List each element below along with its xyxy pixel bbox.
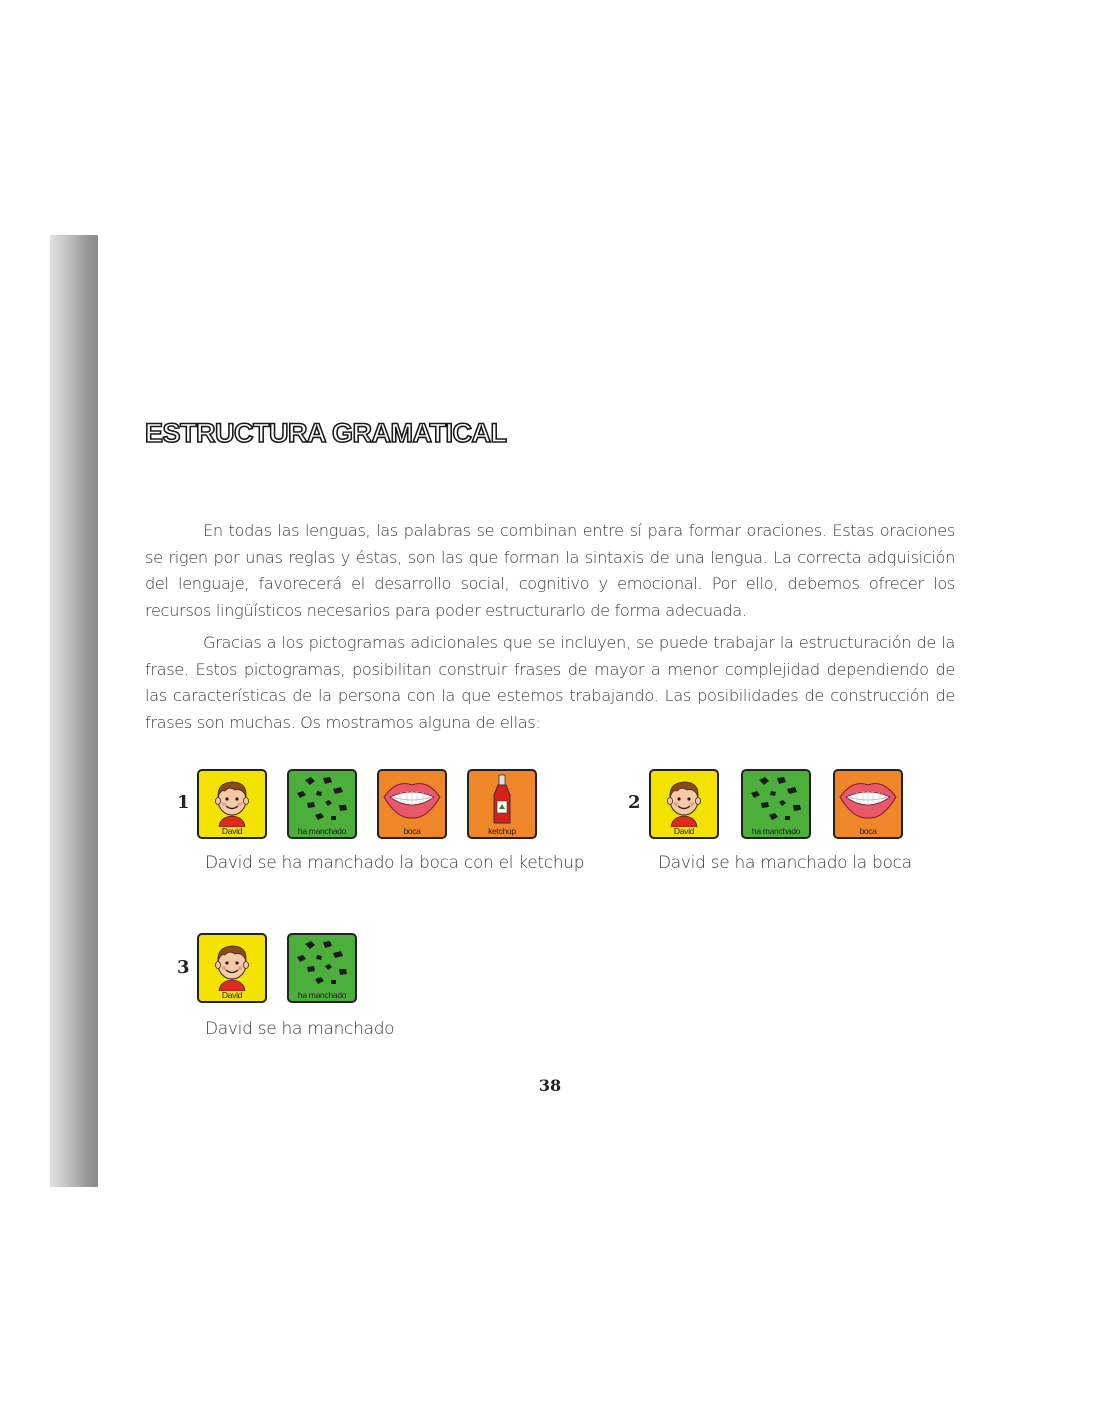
pictogram-tile xyxy=(833,769,903,839)
example-caption: David se ha manchado xyxy=(205,1019,395,1039)
pictogram-tile xyxy=(467,769,537,839)
example-caption: David se ha manchado la boca xyxy=(658,853,912,873)
tile-label: ha manchado xyxy=(297,990,347,1000)
page-title: ESTRUCTURA GRAMATICAL xyxy=(145,418,507,448)
page-number: 38 xyxy=(538,1076,562,1095)
mouth-icon xyxy=(379,771,445,827)
stains-icon xyxy=(743,771,809,827)
body-text xyxy=(145,518,955,742)
book-spine xyxy=(50,235,98,1187)
boy-face-icon xyxy=(199,935,265,991)
tile-label: David xyxy=(221,990,243,1000)
mouth-icon xyxy=(835,771,901,827)
example-number: 3 xyxy=(177,957,190,978)
pictogram-tile xyxy=(197,933,267,1003)
ketchup-bottle-icon xyxy=(469,771,535,827)
tile-label: ha manchado xyxy=(297,826,347,836)
pictogram-row xyxy=(649,769,903,839)
pictogram-row xyxy=(197,933,357,1003)
tile-label: David xyxy=(673,826,695,836)
tile-label: boca xyxy=(403,826,421,836)
example-number: 2 xyxy=(628,792,641,813)
pictogram-tile xyxy=(287,769,357,839)
tile-label: ha manchado xyxy=(751,826,801,836)
boy-face-icon xyxy=(199,771,265,827)
pictogram-row xyxy=(197,769,537,839)
pictogram-tile xyxy=(287,933,357,1003)
paragraph: En todas las lenguas, las palabras se combinan entre sí para formar oraciones. Estas oraciones se rigen por unas reglas y éstas, son las que forman la sintaxis de una lengua. La correcta adquisición del lenguaje, favorecerá el desarrollo social, cognitivo y emocional. Por ello, debemos ofrecer los recursos lingüísticos necesarios para poder estructurarlo de forma adecuada. xyxy=(145,521,955,620)
pictogram-tile xyxy=(197,769,267,839)
paragraph: Gracias a los pictogramas adicionales que se incluyen, se puede trabajar la estructuración de la frase. Estos pictogramas, posibilitan construir frases de mayor a menor complejidad dependiendo de las características de la persona con la que estemos trabajando. Las posibilidades de construcción de frases son muchas. Os mostramos alguna de ellas: xyxy=(145,633,955,732)
pictogram-tile xyxy=(741,769,811,839)
stains-icon xyxy=(289,935,355,991)
pictogram-tile xyxy=(377,769,447,839)
pictogram-tile xyxy=(649,769,719,839)
tile-label: ketchup xyxy=(488,826,516,836)
example-number: 1 xyxy=(177,792,190,813)
stains-icon xyxy=(289,771,355,827)
tile-label: boca xyxy=(859,826,877,836)
tile-label: David xyxy=(221,826,243,836)
boy-face-icon xyxy=(651,771,717,827)
example-caption: David se ha manchado la boca con el ketchup xyxy=(205,853,585,873)
